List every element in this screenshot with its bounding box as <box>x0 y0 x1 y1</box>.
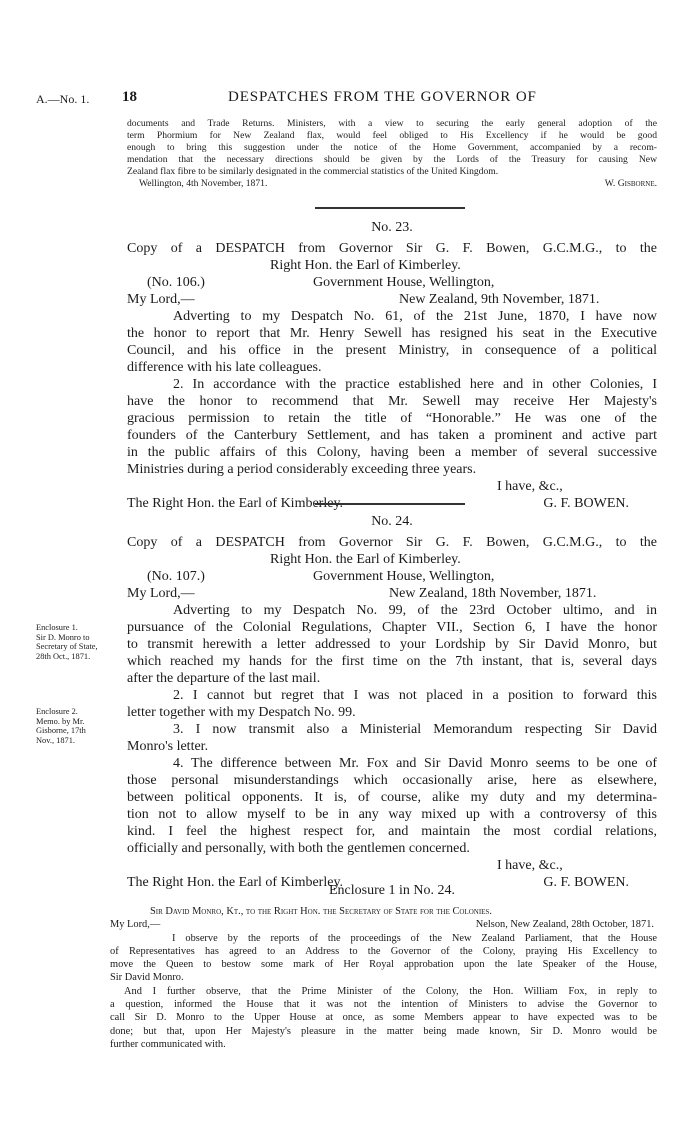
text-line: after the departure of the last mail. <box>127 671 321 686</box>
margin-note-enclosure-1 <box>36 623 126 661</box>
address: Government House, Wellington, <box>313 569 495 584</box>
closing: I have, &c., <box>497 858 563 873</box>
salutation: My Lord,— <box>127 292 195 307</box>
text-line: Adverting to my Despatch No. 61, of the 21st June, 1870, I have now <box>173 309 657 324</box>
text-line: move the Queen to bestow some mark of Her Royal approbation upon the late Speaker of the House, <box>110 959 657 971</box>
text-line: of Representatives has agreed to an Address to the Governor of the Colony, praying His Excellency to <box>110 945 657 957</box>
text-line: tion not to allow myself to be in any way mixed up with a controversy of this <box>127 807 657 822</box>
despatch-title-2: Right Hon. the Earl of Kimberley. <box>270 552 461 567</box>
enclosure-1 <box>110 905 657 1051</box>
date: New Zealand, 9th November, 1871. <box>399 292 600 307</box>
text-line: difference with his late colleagues. <box>127 360 322 375</box>
text-line: Zealand flax fibre to be similarly designated in the commercial statistics of the United Kingdom. <box>127 166 499 177</box>
despatch-ref: (No. 107.) <box>147 569 205 584</box>
section-divider <box>315 207 465 209</box>
salutation: My Lord,— <box>110 919 161 931</box>
enclosure-byline: Sir David Monro, Kt., to the Right Hon. the Secretary of State for the Colonies. <box>150 906 492 917</box>
text-line: founders of the Canterbury Settlement, and has taken a prominent and active part <box>127 428 657 443</box>
place-date-line <box>127 178 657 190</box>
running-title: DESPATCHES FROM THE GOVERNOR OF <box>228 89 537 105</box>
text-line: 3. I now transmit also a Ministerial Memorandum respecting Sir David <box>173 722 657 737</box>
margin-note-enclosure-2 <box>36 707 126 745</box>
margin-note-line: Memo. by Mr. <box>36 716 85 726</box>
date: New Zealand, 18th November, 1871. <box>389 586 597 601</box>
despatch-title: Copy of a DESPATCH from Governor Sir G. F. Bowen, G.C.M.G., to the <box>127 535 657 550</box>
despatch-23 <box>127 240 657 512</box>
text-line: between political opponents. It is, of course, alike my duty and my determina- <box>127 790 657 805</box>
text-line: officially and personally, with both the gentlemen concerned. <box>127 841 470 856</box>
salutation: My Lord,— <box>127 586 195 601</box>
signature: G. F. BOWEN. <box>543 496 629 511</box>
text-line: term Phormium for New Zealand flax, would feel obliged to His Excellency if he would be good <box>127 130 657 141</box>
text-line: enough to bring this suggestion under the notice of the Home Government, accompanied by a recom- <box>127 142 657 153</box>
text-line: Adverting to my Despatch No. 99, of the 23rd October ultimo, and in <box>173 603 657 618</box>
text-line: And I further observe, that the Prime Minister of the Colony, the Hon. William Fox, in reply to <box>124 985 657 997</box>
text-line: done; but that, upon Her Majesty's pleasure in the matter being made known, Sir D. Monro would be <box>110 1025 657 1037</box>
margin-note-line: Nov., 1871. <box>36 735 76 745</box>
text-line: in the public affairs of this Colony, having been a member of several successive <box>127 445 657 460</box>
text-line: mendation that the necessary directions should be given by the Lords of the Treasury for causing New <box>127 154 657 165</box>
place-date: Nelson, New Zealand, 28th October, 1871. <box>475 919 654 931</box>
salutation-line <box>110 918 657 931</box>
text-line: documents and Trade Returns. Ministers, with a view to securing the early general adoption of the <box>127 118 657 129</box>
text-line: letter together with my Despatch No. 99. <box>127 705 356 720</box>
text-line: Council, and his office in the present Ministry, in consequence of a political <box>127 343 657 358</box>
ref-line <box>127 274 657 291</box>
signature: W. Gisborne. <box>604 178 657 189</box>
margin-note-line: Sir D. Monro to <box>36 632 90 642</box>
text-line: 2. I cannot but regret that I was not placed in a position to forward this <box>173 688 657 703</box>
section-divider <box>315 503 465 505</box>
despatch-number: No. 24. <box>371 514 413 529</box>
salutation-line <box>127 291 657 308</box>
text-line: 4. The difference between Mr. Fox and Sir David Monro seems to be one of <box>173 756 657 771</box>
text-line: to transmit herewith a letter addressed to your Lordship by Sir David Monro, but <box>127 637 657 652</box>
text-line: further communicated with. <box>110 1038 226 1050</box>
text-line: have the honor to recommend that Mr. Sewell may receive Her Majesty's <box>127 394 657 409</box>
text-line: the honor to report that Mr. Henry Sewell has resigned his seat in the Executive <box>127 326 657 341</box>
text-line: those personal misunderstandings which occasionally arise, here as elsewhere, <box>127 773 657 788</box>
margin-note-line: Enclosure 2. <box>36 707 78 716</box>
preceding-text <box>127 118 657 190</box>
signature: G. F. BOWEN. <box>543 875 629 890</box>
paper-id: A.—No. 1. <box>36 92 90 106</box>
place-date: Wellington, 4th November, 1871. <box>139 178 268 189</box>
text-line: I observe by the reports of the proceedings of the New Zealand Parliament, that the House <box>172 932 657 944</box>
text-line: Monro's letter. <box>127 739 209 754</box>
ref-line <box>127 568 657 585</box>
addressee: The Right Hon. the Earl of Kimberley. <box>127 496 344 511</box>
text-line: gracious permission to retain the title of “Honorable.” He was one of the <box>127 411 657 426</box>
address: Government House, Wellington, <box>313 275 495 290</box>
closing: I have, &c., <box>497 479 563 494</box>
despatch-title-2: Right Hon. the Earl of Kimberley. <box>270 258 461 273</box>
text-line: Sir David Monro. <box>110 972 184 984</box>
despatch-title: Copy of a DESPATCH from Governor Sir G. F. Bowen, G.C.M.G., to the <box>127 241 657 256</box>
text-line: pursuance of the Colonial Regulations, Chapter VII., Section 6, I have the honor <box>127 620 657 635</box>
text-line: kind. I feel the highest respect for, and maintain the most cordial relations, <box>127 824 657 839</box>
margin-note-line: Gisborne, 17th <box>36 726 86 736</box>
margin-note-line: Enclosure 1. <box>36 623 78 632</box>
salutation-line <box>127 585 657 602</box>
text-line: 2. In accordance with the practice established here and in other Colonies, I <box>173 377 657 392</box>
despatch-number: No. 23. <box>371 220 413 235</box>
despatch-ref: (No. 106.) <box>147 275 205 290</box>
text-line: a question, informed the House that it was not the intention of Ministers to advise the Governor to <box>110 999 657 1011</box>
text-line: Ministries during a period considerably exceeding three years. <box>127 462 477 477</box>
text-line: call Sir D. Monro to the Upper House at once, as some Members appear to have expected was to be <box>110 1012 657 1024</box>
despatch-24 <box>127 534 657 891</box>
margin-note-line: Secretary of State, <box>36 642 98 652</box>
margin-note-line: 28th Oct., 1871. <box>36 651 91 661</box>
page-number: 18 <box>122 89 137 105</box>
text-line: which reached my hands for the first time on the 7th instant, that is, several days <box>127 654 657 669</box>
addressee: The Right Hon. the Earl of Kimberley. <box>127 875 344 890</box>
enclosure-heading: Enclosure 1 in No. 24. <box>329 883 455 898</box>
